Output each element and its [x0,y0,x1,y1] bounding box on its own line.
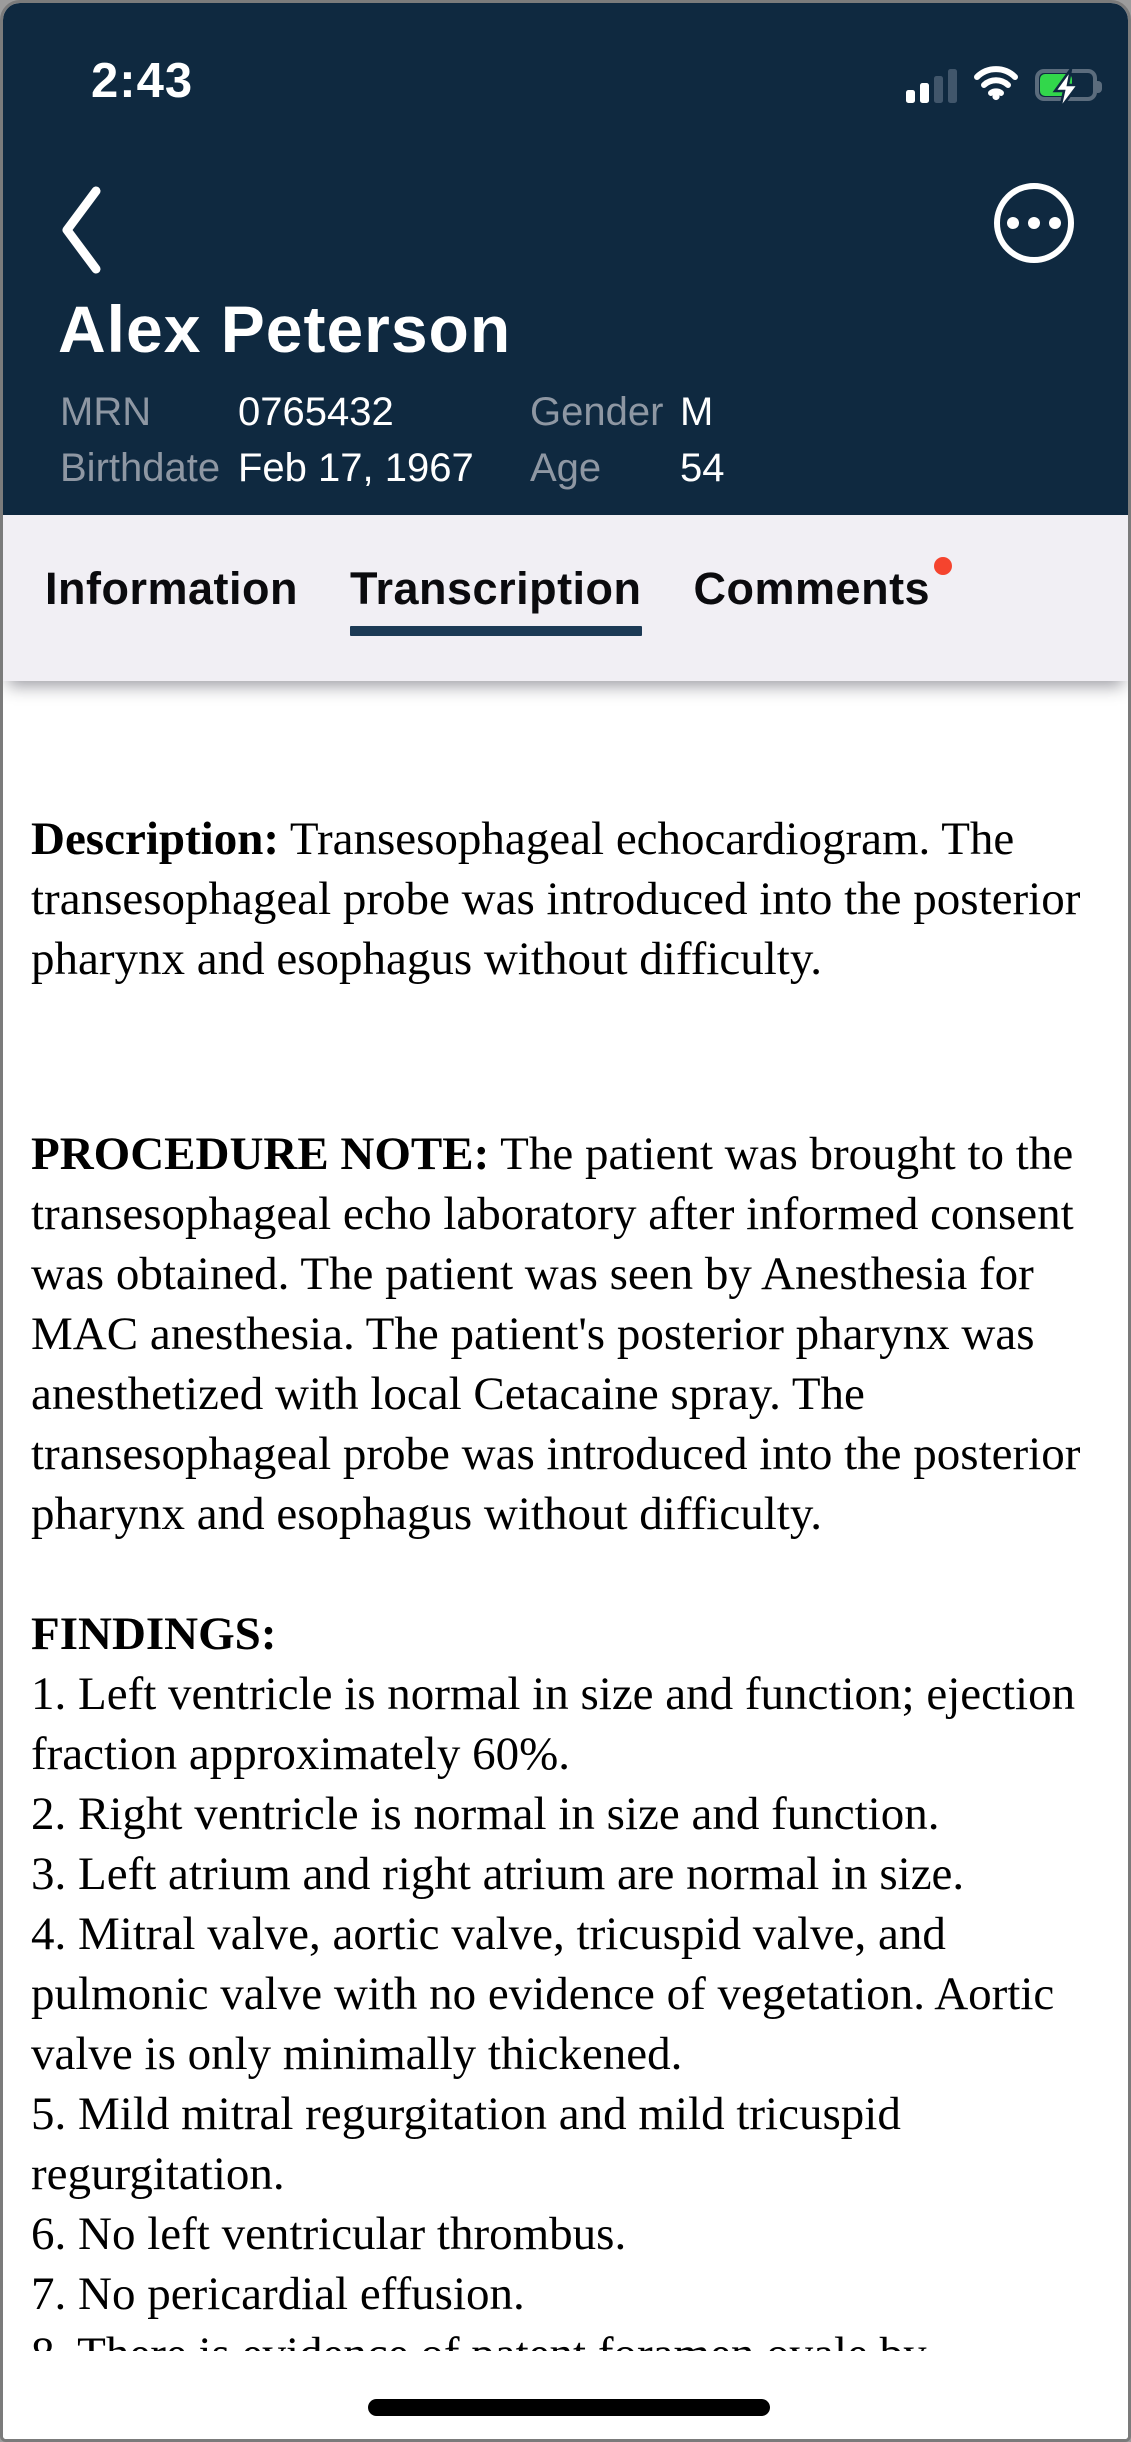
procedure-note-paragraph: PROCEDURE NOTE: The patient was brought to the transesophageal echo laboratory after informed consent was obtained. The patient was seen by Anesthesia for MAC anesthesia. The patient's posterior pharynx was anesthetized with local Cetacaine spray. The transesophageal probe was introduced into the posterior pharynx and esophagus without difficulty. [31,1128,1081,1540]
field-value-age: 54 [680,446,725,490]
finding-item-7: 7. No pericardial effusion. [31,2268,525,2320]
status-time: 2:43 [91,54,194,108]
finding-item-3: 3. Left atrium and right atrium are normal in size. [31,1848,965,1900]
chevron-left-icon [58,185,106,275]
finding-item-4: 4. Mitral valve, aortic valve, tricuspid valve, and pulmonic valve with no evidence of vegetation. Aortic valve is only minimally thickened. [31,1908,1055,2080]
cellular-signal-icon [906,67,957,103]
field-value-mrn: 0765432 [238,390,394,434]
field-value-birthdate: Feb 17, 1967 [238,446,474,490]
patient-info-grid [60,387,1088,493]
active-tab-underline [350,626,642,636]
field-label-gender: Gender [530,390,664,434]
ellipsis-icon [1007,217,1019,229]
finding-item-1: 1. Left ventricle is normal in size and function; ejection fraction approximately 60%. [31,1668,1076,1780]
patient-header [3,3,1128,515]
tab-transcription[interactable]: Transcription [350,561,642,636]
field-value-gender: M [680,390,714,434]
tab-information[interactable]: Information [45,563,298,614]
finding-item-6: 6. No left ventricular thrombus. [31,2208,627,2260]
patient-name: Alex Peterson [58,292,512,366]
status-icons [906,63,1097,107]
more-options-button[interactable] [994,183,1074,263]
tab-comments[interactable]: Comments [694,561,931,617]
findings-heading: FINDINGS: [31,1608,277,1660]
home-indicator[interactable] [368,2399,770,2416]
back-button[interactable] [58,185,106,275]
transcription-document [3,681,1128,2384]
field-label-birthdate: Birthdate [60,446,221,490]
tab-bar [3,515,1128,681]
description-paragraph: Description: Transesophageal echocardiogram. The transesophageal probe was introduced into the posterior pharynx and esophagus without difficulty. [31,813,1081,985]
wifi-icon [973,65,1019,106]
finding-item-5: 5. Mild mitral regurgitation and mild tricuspid regurgitation. [31,2088,901,2200]
notification-dot [934,557,952,575]
bottom-mask [3,2351,1128,2439]
field-label-mrn: MRN [60,390,152,434]
transcription-scroll-area[interactable] [3,681,1128,2439]
field-label-age: Age [530,446,602,490]
description-label: Description: [31,813,280,865]
finding-item-2: 2. Right ventricle is normal in size and function. [31,1788,940,1840]
procedure-note-label: PROCEDURE NOTE: [31,1128,490,1180]
battery-charging-icon [1035,69,1097,101]
